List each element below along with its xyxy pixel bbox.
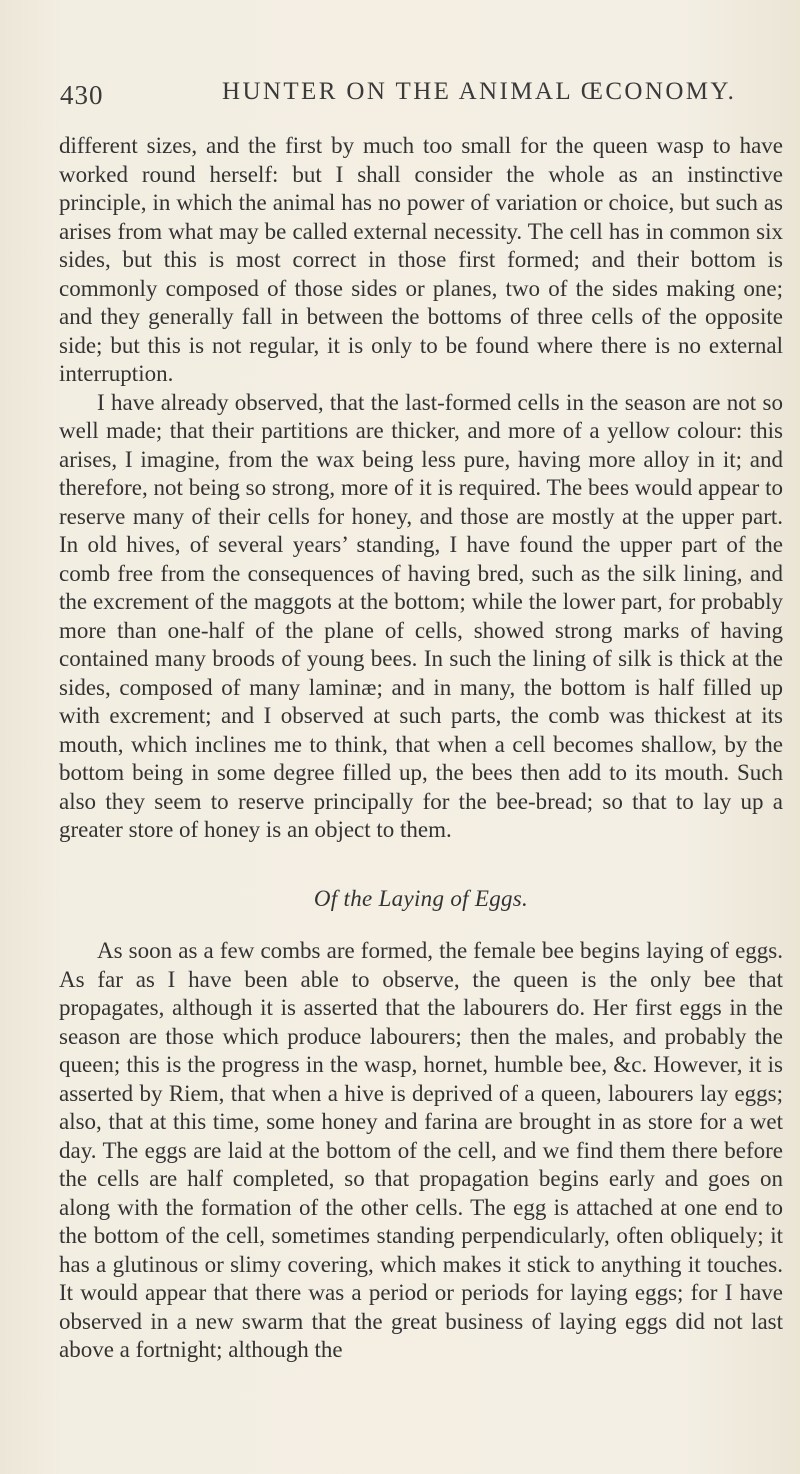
paragraph-cell-structure: different sizes, and the first by much too small for the queen wasp to have worked round herself: but I shall consider the whole as an instinctive principle, in which the animal has no power of variation or choice, but such as arises from what may be called external necessity. The cell has in common six sides, but this is most correct in those first formed; and their bottom is commonly composed of those sides or planes, two of the sides making one; and they generally fall in between the bottoms of three cells of the opposite side; but this is not regular, it is only to be found where there is no external interruption.: [59, 133, 783, 386]
page-number: 430: [60, 80, 104, 110]
page-header: [60, 72, 760, 112]
paragraph-last-formed-cells: I have already observed, that the last-formed cells in the season are not so well made; that their partitions are thicker, and more of a yellow colour: this arises, I imagine, from the wax being less pure, having more alloy in it; and therefore, not being so strong, more of it is required. The bees would appear to reserve many of their cells for honey, and those are mostly at the upper part. In old hives, of several years’ standing, I have found the upper part of the comb free from the consequences of having bred, such as the silk lining, and the excrement of the maggots at the bottom; while the lower part, for probably more than one-half of the plane of cells, showed strong marks of having contained many broods of young bees. In such the lining of silk is thick at the sides, composed of many laminæ; and in many, the bottom is half filled up with excrement; and I observed at such parts, the comb was thickest at its mouth, which inclines me to think, that when a cell becomes shallow, by the bottom being in some degree filled up, the bees then add to its mouth. Such also they seem to reserve principally for the bee-bread; so that to lay up a greater store of honey is an object to them.: [59, 389, 783, 842]
paragraph-laying-of-eggs: As soon as a few combs are formed, the female bee begins laying of eggs. As far as I have been able to observe, the queen is the only bee that propagates, although it is asserted that the labourers do. Her first eggs in the season are those which produce labourers; then the males, and probably the queen; this is the progress in the wasp, hornet, humble bee, &c. However, it is asserted by Riem, that when a hive is deprived of a queen, labourers lay eggs; also, that at this time, some honey and farina are brought in as store for a wet day. The eggs are laid at the bottom of the cell, and we find them there before the cells are half completed, so that propagation begins early and goes on along with the formation of the other cells. The egg is attached at one end to the bottom of the cell, sometimes standing perpendicularly, often obliquely; it has a glutinous or slimy covering, which makes it stick to anything it touches. It would appear that there was a period or periods for laying eggs; for I have observed in a new swarm that the great business of laying eggs did not last above a fortnight; although the: [59, 938, 783, 1362]
running-head: HUNTER ON THE ANIMAL ŒCONOMY.: [222, 78, 737, 105]
body-text: [59, 132, 783, 1365]
section-heading: Of the Laying of Eggs.: [313, 885, 529, 911]
